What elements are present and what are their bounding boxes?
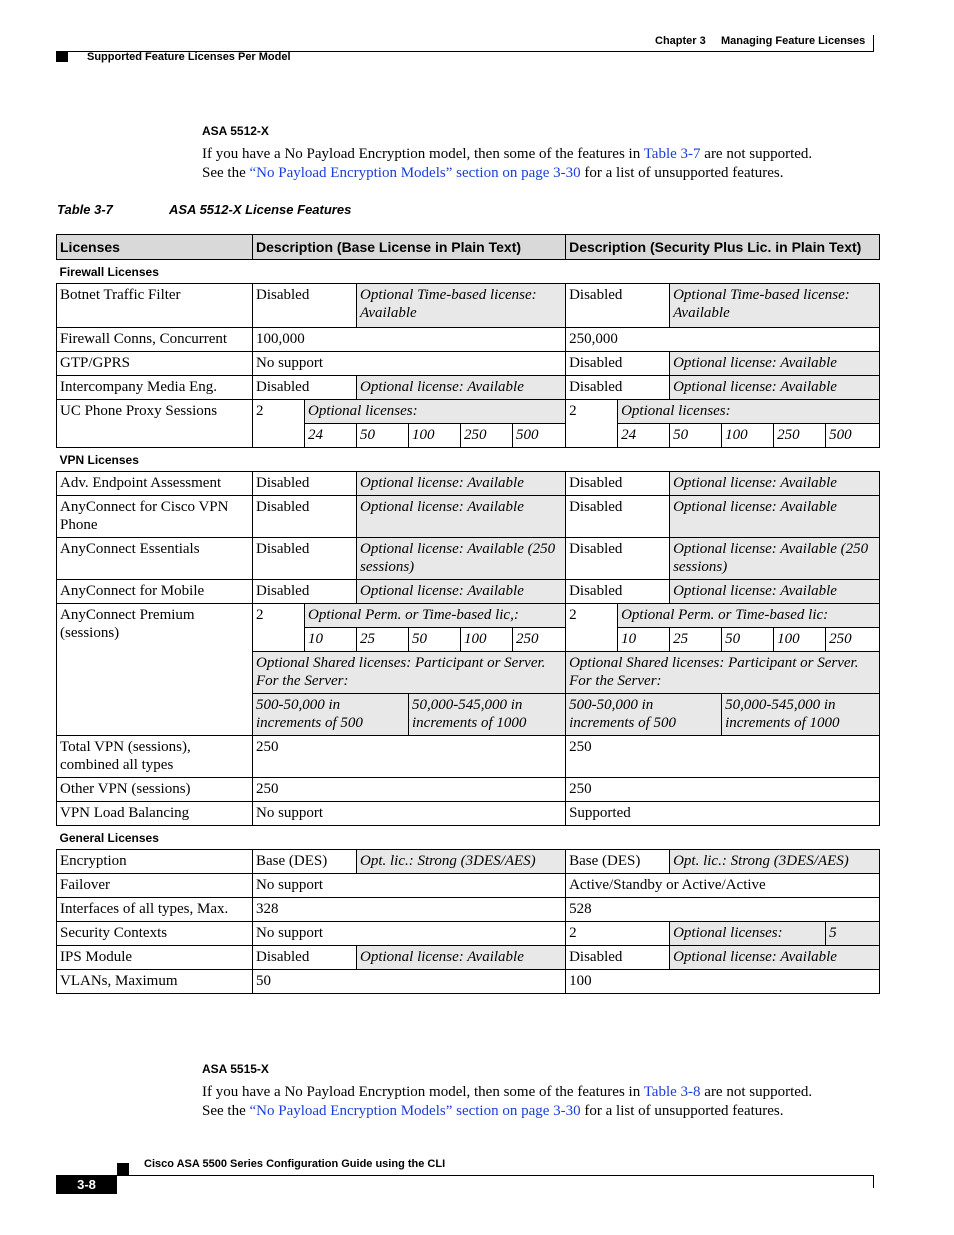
base-value: Disabled <box>253 496 357 538</box>
row-name: Botnet Traffic Filter <box>57 284 253 328</box>
base-value: 100,000 <box>253 328 566 352</box>
plus-value: Active/Standby or Active/Active <box>566 874 880 898</box>
tier-value: 10 <box>618 628 670 652</box>
plus-option: Opt. lic.: Strong (3DES/AES) <box>670 850 880 874</box>
asa5512-text-4: for a list of unsupported features. <box>580 164 784 181</box>
base-option: Optional license: Available (250 sessions) <box>357 538 566 580</box>
plus-option: Optional licenses: <box>618 400 880 424</box>
tier-value: 50 <box>722 628 774 652</box>
footer-right-tick <box>873 1175 874 1188</box>
chapter-label: Chapter 3 <box>655 35 706 47</box>
row-name: AnyConnect for Mobile <box>57 580 253 604</box>
tier-value: 250 <box>826 628 880 652</box>
tier-value: 24 <box>305 424 357 448</box>
table-header-row <box>57 235 880 260</box>
plus-value: Disabled <box>566 538 670 580</box>
base-option: Optional license: Available <box>357 946 566 970</box>
footer-rule <box>56 1175 874 1176</box>
tier-value: 500 <box>826 424 880 448</box>
table-row <box>57 376 880 400</box>
base-value: Disabled <box>253 472 357 496</box>
tier-value: 100 <box>774 628 826 652</box>
tier-value: 250 <box>774 424 826 448</box>
table-row <box>57 874 880 898</box>
row-name: IPS Module <box>57 946 253 970</box>
row-name: Security Contexts <box>57 922 253 946</box>
plus-value: Base (DES) <box>566 850 670 874</box>
base-value: Disabled <box>253 538 357 580</box>
asa5512-text-1: If you have a No Payload Encryption model, then some of the features in <box>202 146 644 162</box>
tier-value: 10 <box>305 628 357 652</box>
table-row <box>57 778 880 802</box>
table-3-7-link[interactable]: Table 3-7 <box>643 146 701 162</box>
table-row <box>57 284 880 328</box>
asa5512-paragraph <box>202 145 882 182</box>
plus-value: Disabled <box>566 284 670 328</box>
npe-models-link[interactable]: “No Payload Encryption Models” section on page 3-30 <box>249 164 581 181</box>
row-name: AnyConnect Premium (sessions) <box>57 604 253 736</box>
table-row <box>57 352 880 376</box>
plus-shared-range-2: 50,000-545,000 in increments of 1000 <box>722 694 880 736</box>
plus-value: Disabled <box>566 472 670 496</box>
row-name: Failover <box>57 874 253 898</box>
base-option: Optional Perm. or Time-based lic,: <box>305 604 566 628</box>
header-right-tick <box>873 35 874 51</box>
row-name: Encryption <box>57 850 253 874</box>
plus-value: Disabled <box>566 580 670 604</box>
table-row <box>57 922 880 946</box>
row-name: Other VPN (sessions) <box>57 778 253 802</box>
base-value: 250 <box>253 736 566 778</box>
base-value: Base (DES) <box>253 850 357 874</box>
base-option: Optional license: Available <box>357 472 566 496</box>
base-value: 328 <box>253 898 566 922</box>
base-value: 2 <box>253 604 305 652</box>
plus-option: Optional Time-based license: Available <box>670 284 880 328</box>
asa5515-text-4: for a list of unsupported features. <box>580 1102 784 1119</box>
group-row <box>57 448 880 472</box>
tier-value: 250 <box>461 424 513 448</box>
table-row <box>57 970 880 994</box>
table-row <box>57 580 880 604</box>
tier-value: 250 <box>513 628 566 652</box>
asa5515-text-3: See the <box>202 1102 250 1119</box>
tier-value: 100 <box>409 424 461 448</box>
base-value: Disabled <box>253 946 357 970</box>
table-row <box>57 472 880 496</box>
tier-value: 25 <box>357 628 409 652</box>
table-row <box>57 736 880 778</box>
header-marker-block <box>56 51 68 62</box>
plus-value: 2 <box>566 400 618 448</box>
base-value: 50 <box>253 970 566 994</box>
license-table <box>56 234 879 994</box>
chapter-title: Managing Feature Licenses <box>721 35 866 47</box>
row-name: Adv. Endpoint Assessment <box>57 472 253 496</box>
row-name: GTP/GPRS <box>57 352 253 376</box>
base-option: Optional Time-based license: Available <box>357 284 566 328</box>
plus-option: Optional license: Available <box>670 946 880 970</box>
header-base: Description (Base License in Plain Text) <box>253 235 566 260</box>
row-name: VPN Load Balancing <box>57 802 253 826</box>
plus-value: 2 <box>566 922 670 946</box>
plus-value: Supported <box>566 802 880 826</box>
page-number: 3-8 <box>77 1177 96 1192</box>
base-value: Disabled <box>253 580 357 604</box>
asa5512-text-2: are not supported. <box>700 146 813 162</box>
base-shared-range-2: 50,000-545,000 in increments of 1000 <box>409 694 566 736</box>
base-option: Optional licenses: <box>305 400 566 424</box>
base-value: 250 <box>253 778 566 802</box>
tier-value: 500 <box>513 424 566 448</box>
plus-value: Disabled <box>566 496 670 538</box>
group-general: General Licenses <box>57 826 880 850</box>
table-row <box>57 538 880 580</box>
table-row <box>57 328 880 352</box>
asa5515-text-2: are not supported. <box>700 1084 813 1100</box>
plus-value: 250 <box>566 778 880 802</box>
row-name: AnyConnect for Cisco VPN Phone <box>57 496 253 538</box>
asa5512-heading: ASA 5512-X <box>202 124 269 138</box>
plus-value: 250,000 <box>566 328 880 352</box>
base-option: Optional license: Available <box>357 496 566 538</box>
plus-value: 100 <box>566 970 880 994</box>
table-row <box>57 604 880 628</box>
section-header: Supported Feature Licenses Per Model <box>87 51 291 63</box>
table-row <box>57 400 880 424</box>
page-number-box <box>56 1175 117 1194</box>
plus-shared-option: Optional Shared licenses: Participant or Server. For the Server: <box>566 652 880 694</box>
base-value: No support <box>253 922 566 946</box>
row-name: VLANs, Maximum <box>57 970 253 994</box>
plus-option: Optional license: Available <box>670 496 880 538</box>
base-shared-option: Optional Shared licenses: Participant or Server. For the Server: <box>253 652 566 694</box>
plus-option: Optional licenses: <box>670 922 826 946</box>
asa5515-paragraph <box>202 1083 882 1120</box>
tier-value: 25 <box>670 628 722 652</box>
group-vpn: VPN Licenses <box>57 448 880 472</box>
plus-option: Optional Perm. or Time-based lic: <box>618 604 880 628</box>
plus-value: 528 <box>566 898 880 922</box>
table-caption-title: ASA 5512-X License Features <box>169 202 352 217</box>
header-licenses: Licenses <box>57 235 253 260</box>
table-row <box>57 898 880 922</box>
base-value: 2 <box>253 400 305 448</box>
table-row <box>57 496 880 538</box>
tier-value: 24 <box>618 424 670 448</box>
plus-value: Disabled <box>566 946 670 970</box>
row-name: Firewall Conns, Concurrent <box>57 328 253 352</box>
table-3-8-link[interactable]: Table 3-8 <box>643 1084 701 1100</box>
base-value: Disabled <box>253 376 357 400</box>
footer-guide-title: Cisco ASA 5500 Series Configuration Guide using the CLI <box>144 1158 446 1170</box>
tier-value: 50 <box>357 424 409 448</box>
base-option: Opt. lic.: Strong (3DES/AES) <box>357 850 566 874</box>
plus-option: Optional license: Available <box>670 352 880 376</box>
asa5512-text-3: See the <box>202 164 250 181</box>
group-row <box>57 260 880 284</box>
plus-shared-range-1: 500-50,000 in increments of 500 <box>566 694 722 736</box>
row-name: Total VPN (sessions), combined all types <box>57 736 253 778</box>
base-option: Optional license: Available <box>357 580 566 604</box>
base-option: Optional license: Available <box>357 376 566 400</box>
base-shared-range-1: 500-50,000 in increments of 500 <box>253 694 409 736</box>
plus-option: Optional license: Available <box>670 376 880 400</box>
base-value: Disabled <box>253 284 357 328</box>
footer-marker-block <box>117 1163 129 1175</box>
tier-value: 100 <box>461 628 513 652</box>
plus-value: 2 <box>566 604 618 652</box>
plus-option: Optional license: Available <box>670 580 880 604</box>
row-name: Interfaces of all types, Max. <box>57 898 253 922</box>
row-name: Intercompany Media Eng. <box>57 376 253 400</box>
table-row <box>57 850 880 874</box>
plus-option-value: 5 <box>826 922 880 946</box>
base-value: No support <box>253 874 566 898</box>
plus-option: Optional license: Available (250 sessions) <box>670 538 880 580</box>
asa5515-heading: ASA 5515-X <box>202 1062 269 1076</box>
plus-value: Disabled <box>566 376 670 400</box>
plus-value: 250 <box>566 736 880 778</box>
group-row <box>57 826 880 850</box>
asa5515-text-1: If you have a No Payload Encryption model, then some of the features in <box>202 1084 644 1100</box>
table-caption-number: Table 3-7 <box>57 202 113 217</box>
header-security-plus: Description (Security Plus Lic. in Plain Text) <box>566 235 880 260</box>
row-name: AnyConnect Essentials <box>57 538 253 580</box>
tier-value: 50 <box>409 628 461 652</box>
plus-option: Optional license: Available <box>670 472 880 496</box>
table-row <box>57 946 880 970</box>
table-row <box>57 802 880 826</box>
base-value: No support <box>253 352 566 376</box>
plus-value: Disabled <box>566 352 670 376</box>
tier-value: 50 <box>670 424 722 448</box>
base-value: No support <box>253 802 566 826</box>
tier-value: 100 <box>722 424 774 448</box>
row-name: UC Phone Proxy Sessions <box>57 400 253 448</box>
group-firewall: Firewall Licenses <box>57 260 880 284</box>
npe-models-link-2[interactable]: “No Payload Encryption Models” section on page 3-30 <box>249 1102 581 1119</box>
